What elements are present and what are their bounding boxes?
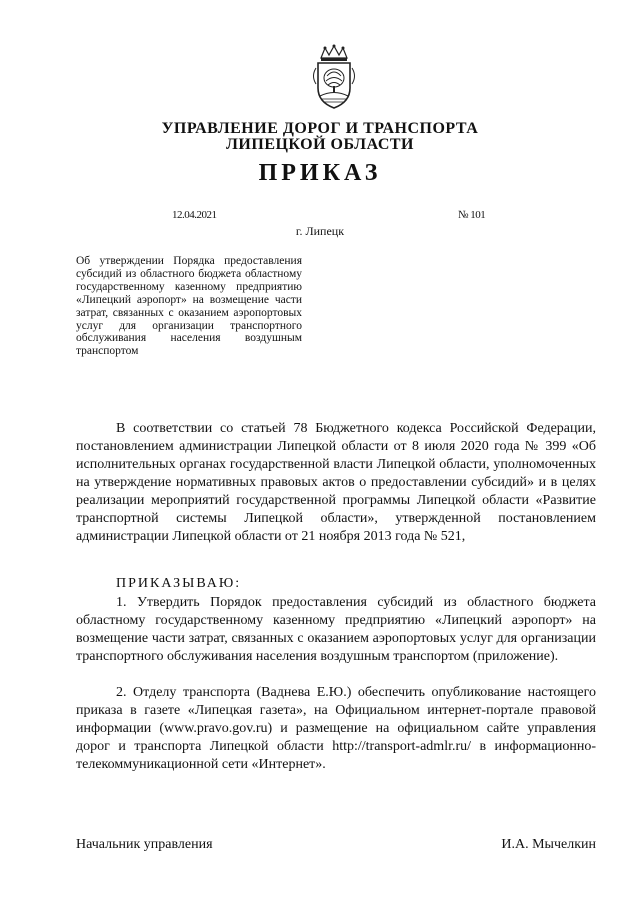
signer-name: И.А. Мычелкин (501, 837, 596, 852)
document-number: № 101 (458, 209, 486, 221)
document-subject: Об утверждении Порядка предоставления субсидий из областного бюджета областному государственному казенному предприятию «Липецкий аэропорт» на возмещение части затрат, связанных с оказанием аэропортовых услуг для организации транспортного обслуживания населения воздушным транспортом (76, 255, 302, 358)
organization-name-line2: ЛИПЕЦКОЙ ОБЛАСТИ (226, 136, 414, 153)
signer-position: Начальник управления (76, 837, 213, 852)
preamble-paragraph: В соответствии со статьей 78 Бюджетного кодекса Российской Федерации, постановлением администрации Липецкой области от 8 июля 2020 года № 399 «Об исполнительных органах государственной власти Липецкой области, уполномоченных на утверждение нормативных правовых актов о предоставлении субсидий» и в целях реализации мероприятий государственной программы Липецкой области «Развитие транспортной системы Липецкой области», утвержденной постановлением администрации Липецкой области от 21 ноября 2013 года № 521, (76, 421, 596, 544)
coat-of-arms-emblem (307, 44, 361, 110)
document-title: ПРИКАЗ (258, 160, 382, 186)
document-date: 12.04.2021 (172, 209, 217, 221)
document-city: г. Липецк (295, 224, 345, 238)
order-word: ПРИКАЗЫВАЮ: (116, 576, 242, 591)
organization-name-line1: УПРАВЛЕНИЕ ДОРОГ И ТРАНСПОРТА (161, 120, 479, 137)
order-item-2: 2. Отделу транспорта (Ваднева Е.Ю.) обеспечить опубликование настоящего приказа в газете «Липецкая газета», на Официальном интернет-портале правовой информации (www.pravo.gov.ru) и размещение на официальном сайте управления дорог и транспорта Липецкой области http://transport-admlr.ru/ в информационно-телекоммуникационной сети «Интернет». (76, 685, 596, 772)
order-item-1: 1. Утвердить Порядок предоставления субсидий из областного бюджета областному государственному казенному предприятию «Липецкий аэропорт» на возмещение части затрат, связанных с оказанием аэропортовых услуг для организации транспортного обслуживания населения воздушным транспортом (приложение). (76, 595, 596, 664)
